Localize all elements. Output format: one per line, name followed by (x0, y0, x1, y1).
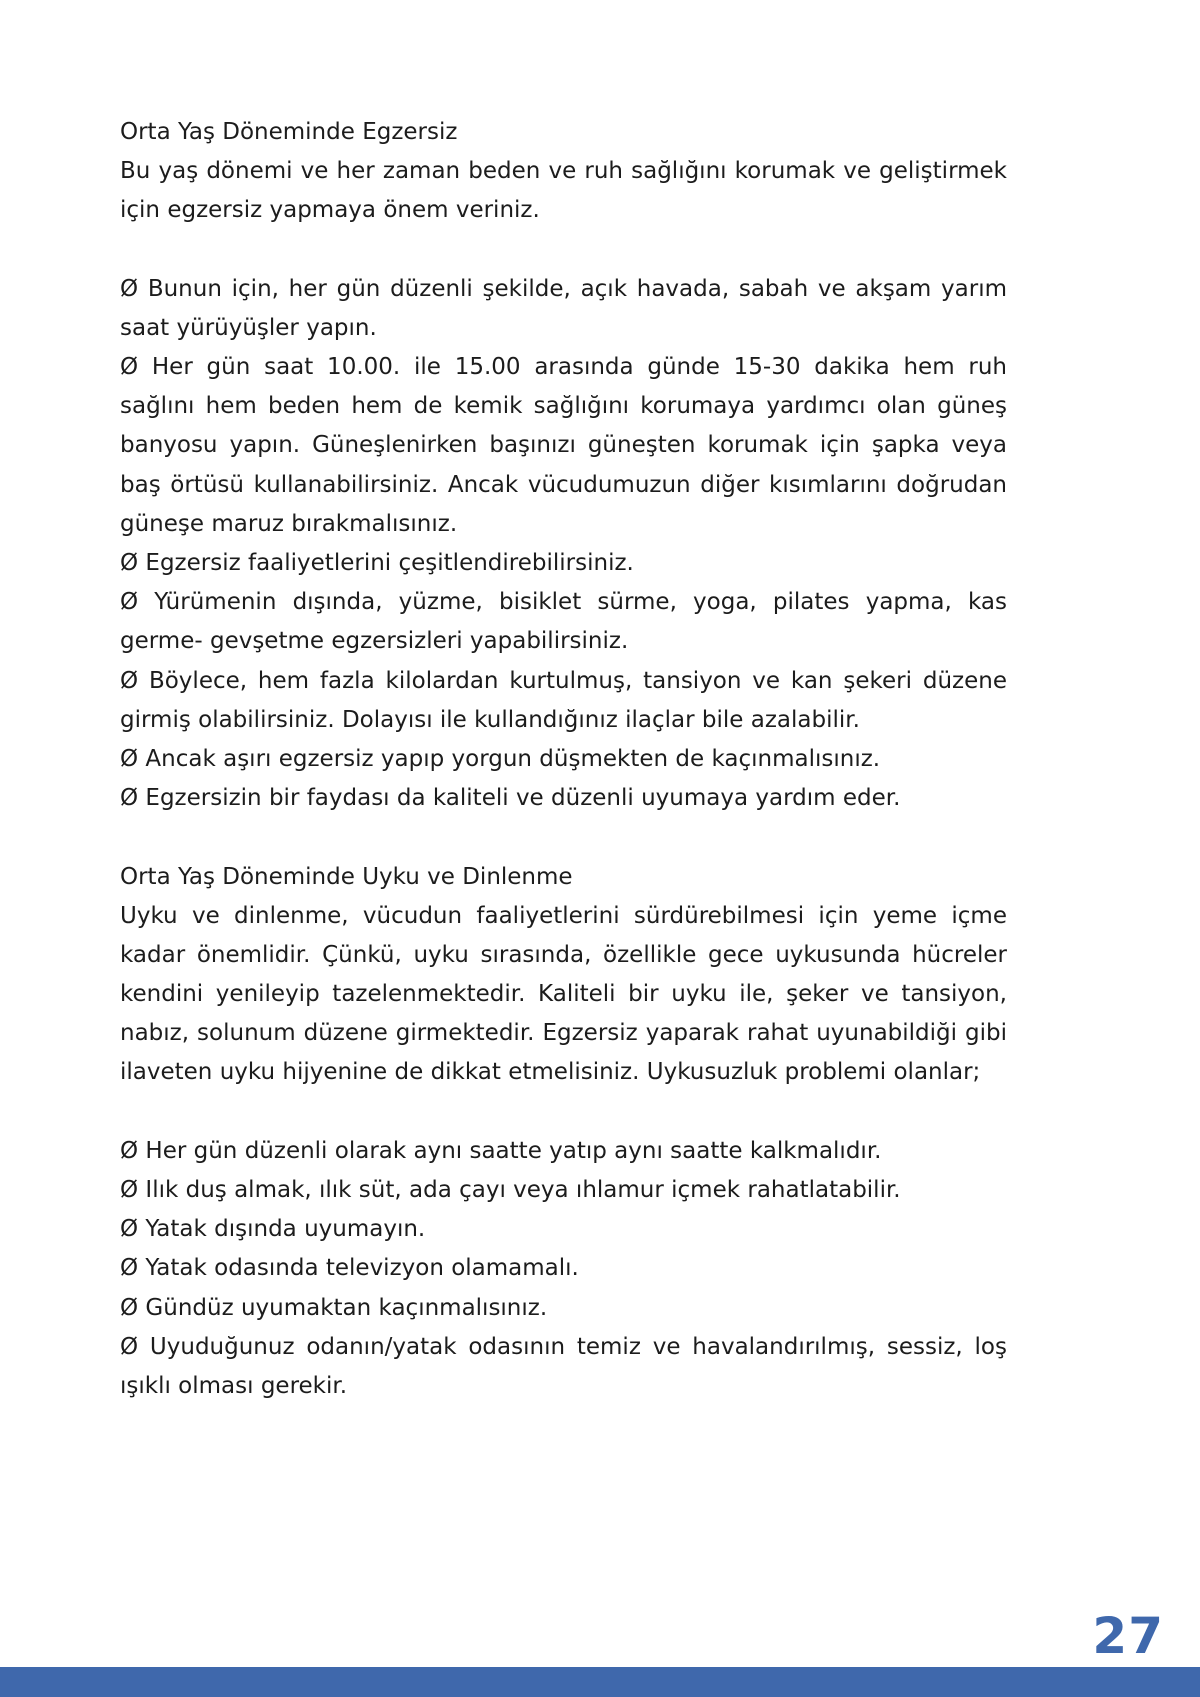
list-item: Ø Egzersiz faaliyetlerini çeşitlendirebilirsiniz. (120, 550, 634, 577)
list-item: Ø Yatak odasında televizyon olamamalı. (120, 1255, 579, 1282)
list-item: Ø Uyuduğunuz odanın/yatak odasının temiz ve havalandırılmış, sessiz, loş ışıklı olması gerekir. (120, 1333, 1007, 1400)
list-item: Ø Her gün düzenli olarak aynı saatte yatıp aynı saatte kalkmalıdır. (120, 1137, 882, 1164)
list-item: Ø Her gün saat 10.00. ile 15.00 arasında günde 15-30 dakika hem ruh sağlını hem beden hem de kemik sağlığını korumaya yardımcı olan güneş banyosu yapın. Güneşlenirken başınızı güneşten korumak için şapka veya baş örtüsü kullanabilirsiniz. Ancak vücudumuzun diğer kısımlarını doğrudan güneşe maruz bırakmalısınız. (120, 354, 1007, 537)
list-item: Ø Böylece, hem fazla kilolardan kurtulmuş, tansiyon ve kan şekeri düzene girmiş olabilirsiniz. Dolayısı ile kullandığınız ilaçlar bile azalabilir. (120, 667, 1007, 733)
spacer (120, 1093, 1007, 1132)
section-intro: Bu yaş dönemi ve her zaman beden ve ruh sağlığını korumak ve geliştirmek için egzersiz yapmaya önem veriniz. (120, 158, 1007, 224)
footer-bar (0, 1667, 1200, 1697)
section-sleep (120, 858, 1007, 1407)
list-item: Ø Bunun için, her gün düzenli şekilde, açık havada, sabah ve akşam yarım saat yürüyüşler yapın. (120, 275, 1007, 341)
list-item: Ø Yatak dışında uyumayın. (120, 1216, 426, 1243)
page-content (120, 113, 1007, 1406)
section-heading: Orta Yaş Döneminde Egzersiz (120, 119, 458, 145)
section-exercise (120, 113, 1007, 818)
section-intro: Uyku ve dinlenme, vücudun faaliyetlerini sürdürebilmesi için yeme içme kadar önemlidir. Çünkü, uyku sırasında, özellikle gece uykusunda hücreler kendini yenileyip tazelenmektedir. Kaliteli bir uyku ile, şeker ve tansiyon, nabız, solunum düzene girmektedir. Egzersiz yaparak rahat uyunabildiği gibi ilaveten uyku hijyenine de dikkat etmelisiniz. Uykusuzluk problemi olanlar; (120, 902, 1007, 1086)
spacer (120, 230, 1007, 269)
page-number: 27 (1092, 1607, 1164, 1665)
list-item: Ø Ilık duş almak, ılık süt, ada çayı veya ıhlamur içmek rahatlatabilir. (120, 1177, 901, 1204)
spacer (120, 818, 1007, 857)
list-item: Ø Egzersizin bir faydası da kaliteli ve düzenli uyumaya yardım eder. (120, 785, 901, 812)
list-item: Ø Yürümenin dışında, yüzme, bisiklet sürme, yoga, pilates yapma, kas germe- gevşetme egzersizleri yapabilirsiniz. (120, 589, 1007, 655)
section-heading: Orta Yaş Döneminde Uyku ve Dinlenme (120, 863, 573, 890)
list-item: Ø Ancak aşırı egzersiz yapıp yorgun düşmekten de kaçınmalısınız. (120, 746, 881, 773)
list-item: Ø Gündüz uyumaktan kaçınmalısınız. (120, 1294, 548, 1321)
